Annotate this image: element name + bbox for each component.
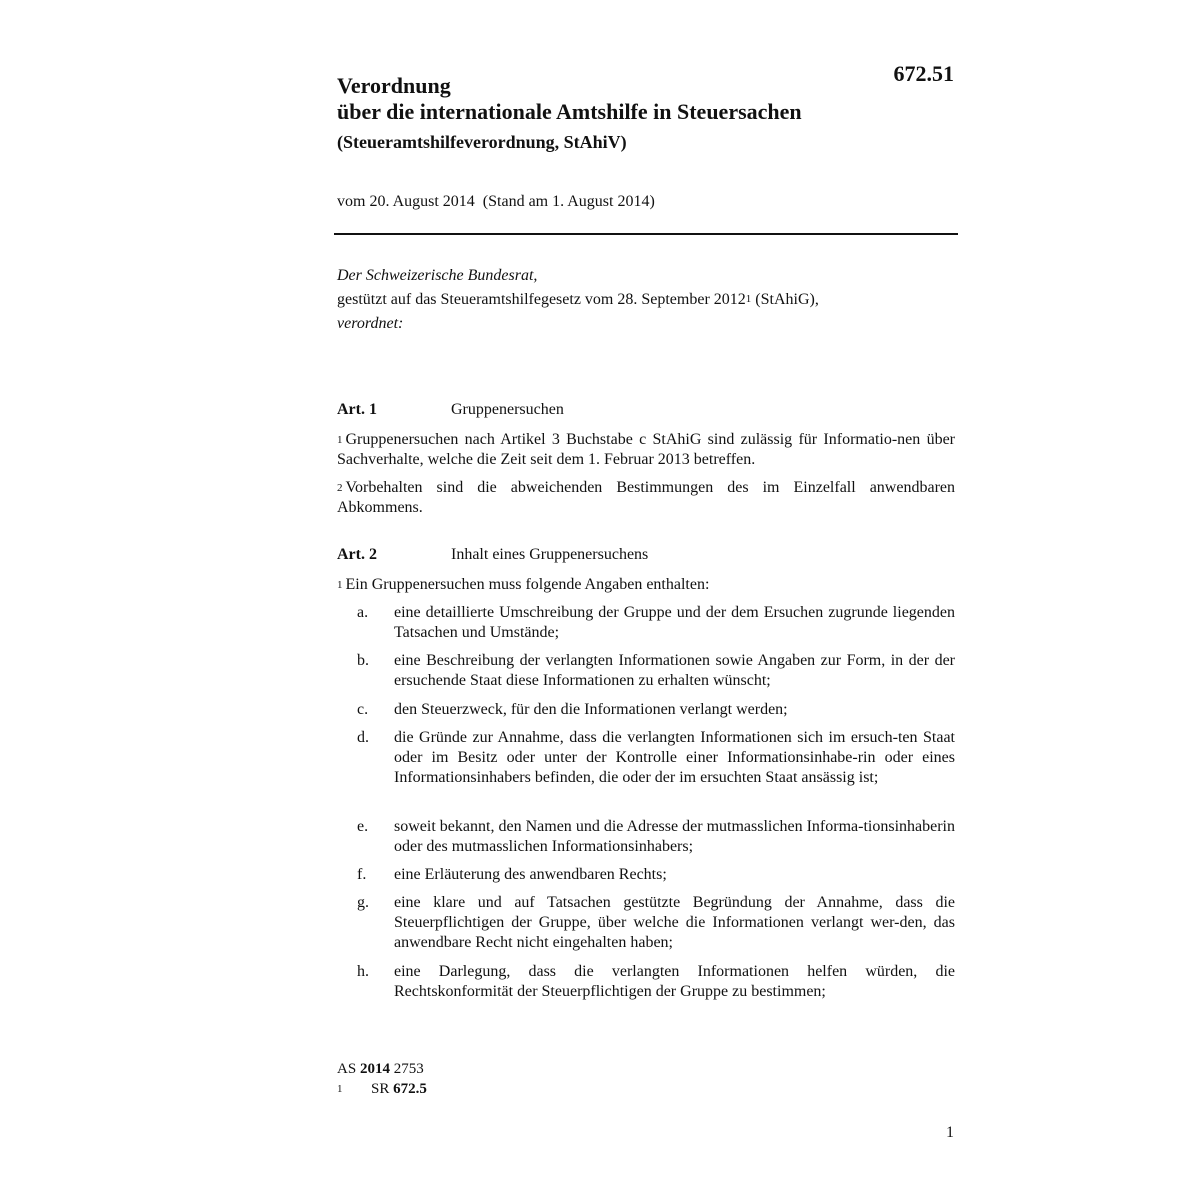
article-2-number: Art. 2 bbox=[337, 546, 377, 563]
list-text: eine Beschreibung der verlangten Informationen sowie Angaben zur Form, in der der ersuchende Staat diese Informationen zu erhalten wünscht; bbox=[394, 652, 955, 689]
footnote-ref-1[interactable]: 1 bbox=[745, 293, 752, 305]
footnotes bbox=[337, 1059, 427, 1099]
list-text: die Gründe zur Annahme, dass die verlangten Informationen sich im ersuch-ten Staat oder im Besitz oder unter der Kontrolle einer Informationsinhabe-rin oder eines Informationsinhabers befinden, die oder der im ersuchten Staat ansässig ist; bbox=[394, 729, 955, 786]
legal-basis bbox=[337, 288, 957, 312]
article-1-number: Art. 1 bbox=[337, 401, 377, 418]
as-page: 2753 bbox=[389, 1061, 424, 1077]
footnote-1 bbox=[337, 1079, 427, 1099]
sr-number: 672.51 bbox=[893, 61, 954, 86]
footnote-1-mark: 1 bbox=[337, 1083, 343, 1095]
article-1-paragraph-1 bbox=[337, 430, 955, 470]
as-prefix: AS bbox=[337, 1061, 360, 1077]
official-compilation-ref bbox=[337, 1059, 427, 1079]
list-letter: d. bbox=[357, 729, 369, 746]
paragraph-text: Vorbehalten sind die abweichenden Bestimmungen des im Einzelfall anwendbaren Abkommens. bbox=[337, 479, 955, 516]
title-block bbox=[337, 73, 937, 153]
legal-basis-text: gestützt auf das Steueramtshilfegesetz vom 28. September 2012 bbox=[337, 291, 746, 308]
as-year: 2014 bbox=[359, 1061, 390, 1077]
list-text: eine klare und auf Tatsachen gestützte Begründung der Annahme, dass die Steuerpflichtigen der Gruppe, über welche die Informationen verlangt wer-den, das anwendbare Recht nicht eingehalten haben; bbox=[394, 894, 955, 951]
paragraph-number: 2 bbox=[337, 482, 343, 494]
list-letter: g. bbox=[357, 894, 369, 911]
list-text: eine Darlegung, dass die verlangten Informationen helfen würden, die Rechtskonformität der Steuerpflichtigen der Gruppe zu bestimmen; bbox=[394, 963, 955, 1000]
list-letter: h. bbox=[357, 963, 369, 980]
legal-basis-abbrev: (StAhiG), bbox=[751, 291, 819, 308]
paragraph-number: 1 bbox=[337, 579, 343, 591]
article-1-title: Gruppenersuchen bbox=[451, 401, 564, 418]
header-divider bbox=[334, 233, 958, 235]
preamble bbox=[337, 264, 957, 336]
list-letter: f. bbox=[357, 866, 367, 883]
footnote-1-prefix: SR bbox=[371, 1081, 394, 1097]
decree-verb: verordnet: bbox=[337, 315, 404, 332]
list-text: eine Erläuterung des anwendbaren Rechts; bbox=[394, 866, 667, 883]
paragraph-text: Ein Gruppenersuchen muss folgende Angaben enthalten: bbox=[345, 576, 710, 593]
list-letter: e. bbox=[357, 818, 369, 835]
title-line-1: Verordnung bbox=[337, 73, 451, 98]
paragraph-number: 1 bbox=[337, 434, 343, 446]
article-1-paragraph-2 bbox=[337, 478, 955, 518]
article-2-title: Inhalt eines Gruppenersuchens bbox=[451, 546, 649, 563]
title-line-2: über die internationale Amtshilfe in Steuersachen bbox=[337, 99, 802, 124]
list-text: soweit bekannt, den Namen und die Adresse der mutmasslichen Informa-tionsinhaberin oder des mutmasslichen Informationsinhabers; bbox=[394, 818, 955, 855]
authority: Der Schweizerische Bundesrat, bbox=[337, 267, 538, 284]
list-letter: b. bbox=[357, 652, 369, 669]
list-letter: c. bbox=[357, 701, 369, 718]
paragraph-text: Gruppenersuchen nach Artikel 3 Buchstabe c StAhiG sind zulässig für Informatio-nen über Sachverhalte, welche die Zeit seit dem 1. Februar 2013 betreffen. bbox=[337, 431, 955, 468]
page-number: 1 bbox=[946, 1124, 954, 1141]
subtitle: (Steueramtshilfeverordnung, StAhiV) bbox=[337, 132, 627, 152]
list-text: den Steuerzweck, für den die Informationen verlangt werden; bbox=[394, 701, 788, 718]
footnote-1-ref[interactable]: 672.5 bbox=[393, 1081, 427, 1097]
list-text: eine detaillierte Umschreibung der Gruppe und der dem Ersuchen zugrunde liegenden Tatsachen und Umstände; bbox=[394, 604, 955, 641]
article-2-paragraph-1 bbox=[337, 575, 955, 595]
list-letter: a. bbox=[357, 604, 369, 621]
date-line: vom 20. August 2014 (Stand am 1. August 2014) bbox=[337, 193, 655, 210]
article-2-heading bbox=[337, 546, 957, 566]
article-1-heading bbox=[337, 401, 957, 421]
